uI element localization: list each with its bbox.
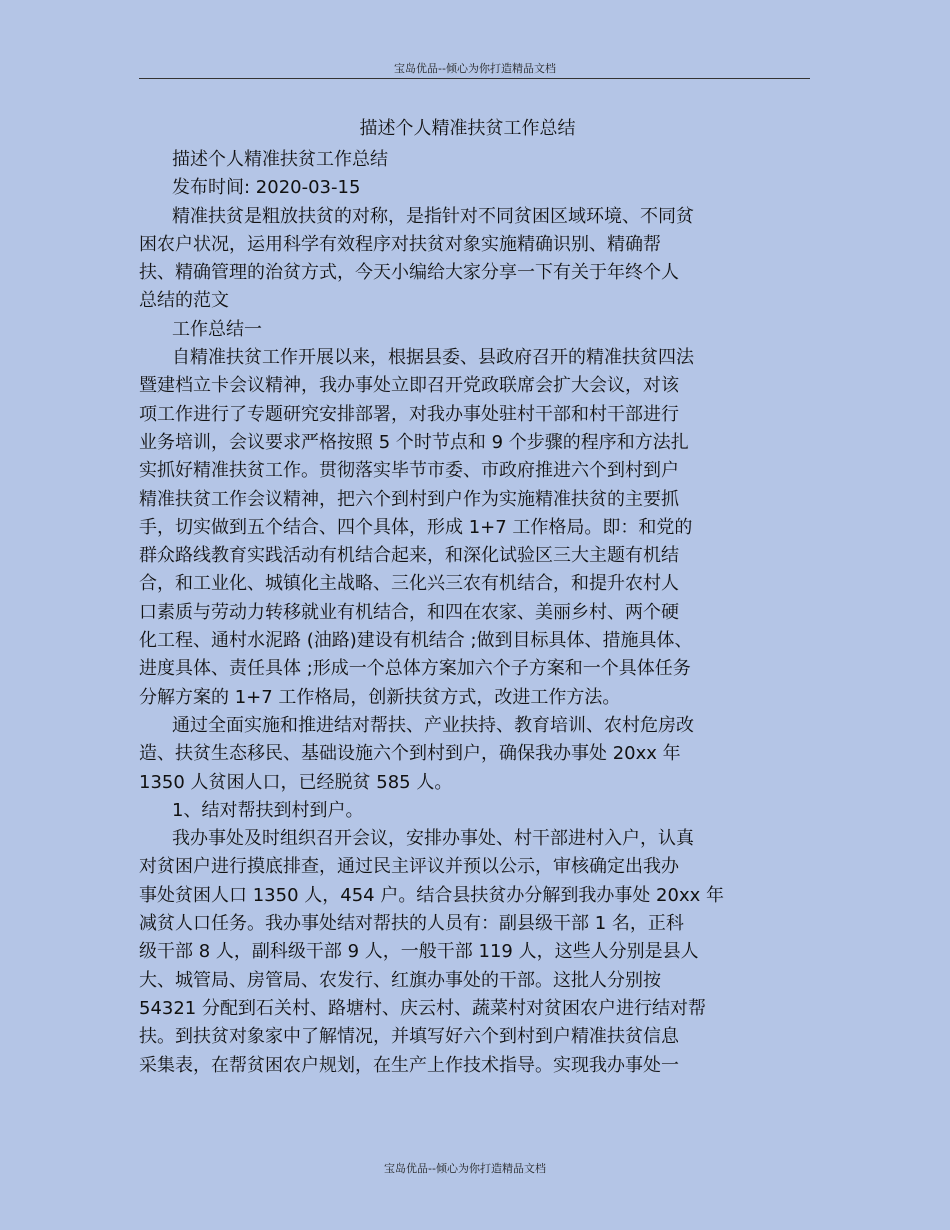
- text-line: 群众路线教育实践活动有机结合起来，和深化试验区三大主题有机结: [139, 545, 679, 567]
- text-line: 描述个人精准扶贫工作总结: [172, 149, 388, 170]
- text-line: 我办事处及时组织召开会议，安排办事处、村干部进村入户，认真: [172, 828, 694, 850]
- text-line: 项工作进行了专题研究安排部署，对我办事处驻村干部和村干部进行: [139, 403, 679, 425]
- page-header: 宝岛优品--倾心为你打造精品文档: [394, 62, 556, 75]
- text-line: 困农户状况，运用科学有效程序对扶贫对象实施精确识别、精确帮: [139, 233, 661, 255]
- text-line: 自精准扶贫工作开展以来，根据县委、县政府召开的精准扶贫四法: [172, 347, 694, 369]
- text-line: 1350 人贫困人口，已经脱贫 585 人。: [139, 771, 453, 793]
- header-divider: [139, 78, 810, 79]
- text-line: 54321 分配到石关村、路塘村、庆云村、蔬菜村对贫困农户进行结对帮: [139, 997, 706, 1019]
- text-line: 发布时间: 2020-03-15: [172, 177, 361, 199]
- text-line: 化工程、通村水泥路 (油路)建设有机结合 ;做到目标具体、措施具体、: [139, 630, 693, 652]
- text-line: 工作总结一: [172, 318, 262, 340]
- text-line: 扶、精确管理的治贫方式，今天小编给大家分享一下有关于年终个人: [139, 262, 679, 284]
- text-line: 级干部 8 人，副科级干部 9 人，一般干部 119 人，这些人分别是县人: [139, 941, 699, 963]
- text-line: 事处贫困人口 1350 人，454 户。结合县扶贫办分解到我办事处 20xx 年: [139, 884, 724, 906]
- text-line: 合，和工业化、城镇化主战略、三化兴三农有机结合，和提升农村人: [139, 573, 679, 595]
- text-line: 口素质与劳动力转移就业有机结合，和四在农家、美丽乡村、两个硬: [139, 601, 679, 623]
- text-line: 总结的范文: [139, 290, 229, 312]
- page-footer: 宝岛优品--倾心为你打造精品文档: [384, 1162, 546, 1175]
- text-line: 造、扶贫生态移民、基础设施六个到村到户，确保我办事处 20xx 年: [139, 743, 681, 765]
- text-line: 通过全面实施和推进结对帮扶、产业扶持、教育培训、农村危房改: [172, 714, 694, 736]
- text-line: 实抓好精准扶贫工作。贯彻落实毕节市委、市政府推进六个到村到户: [139, 460, 679, 482]
- text-line: 暨建档立卡会议精神，我办事处立即召开党政联席会扩大会议，对该: [139, 375, 679, 397]
- document-body: [139, 146, 819, 1080]
- text-line: 扶。到扶贫对象家中了解情况，并填写好六个到村到户精准扶贫信息: [139, 1026, 679, 1048]
- text-line: 业务培训，会议要求严格按照 5 个时节点和 9 个步骤的程序和方法扎: [139, 431, 689, 453]
- text-line: 精准扶贫是粗放扶贫的对称，是指针对不同贫困区域环境、不同贫: [172, 205, 694, 227]
- text-line: 精准扶贫工作会议精神，把六个到村到户作为实施精准扶贫的主要抓: [139, 488, 679, 510]
- text-line: 1、结对帮扶到村到户。: [172, 799, 364, 821]
- text-line: 进度具体、责任具体 ;形成一个总体方案加六个子方案和一个具体任务: [139, 658, 691, 680]
- text-line: 采集表，在帮贫困农户规划，在生产上作技术指导。实现我办事处一: [139, 1054, 679, 1076]
- text-line: 减贫人口任务。我办事处结对帮扶的人员有：副县级干部 1 名，正科: [139, 913, 684, 935]
- text-line: 手，切实做到五个结合、四个具体，形成 1+7 工作格局。即：和党的: [139, 516, 693, 538]
- document-title: 描述个人精准扶贫工作总结: [359, 118, 576, 139]
- text-line: 对贫困户进行摸底排查，通过民主评议并预以公示，审核确定出我办: [139, 856, 679, 878]
- text-line: 分解方案的 1+7 工作格局，创新扶贫方式，改进工作方法。: [139, 686, 621, 708]
- text-line: 大、城管局、房管局、农发行、红旗办事处的干部。这批人分别按: [139, 969, 661, 991]
